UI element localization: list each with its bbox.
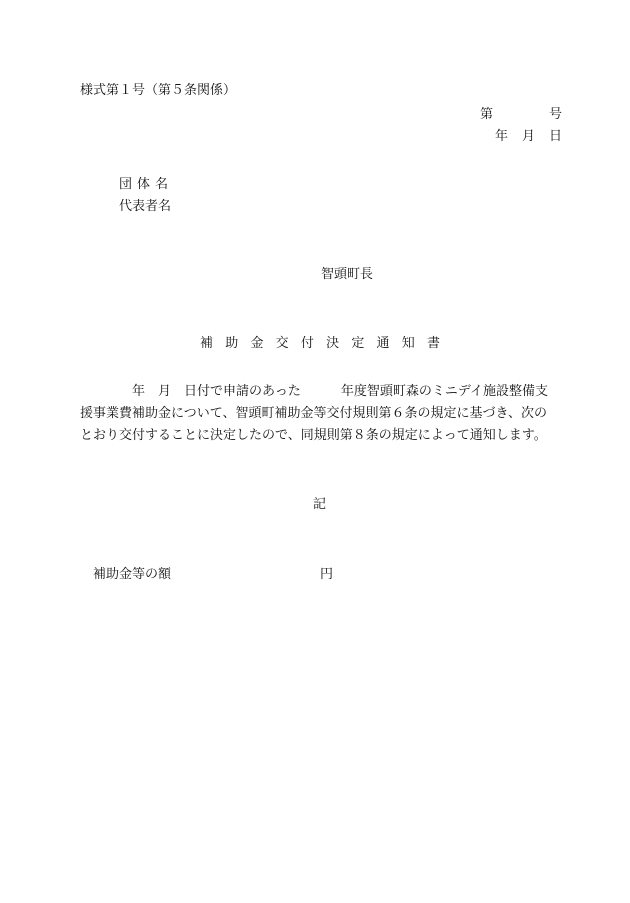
document-number-suffix: 号 bbox=[548, 107, 562, 122]
body-year: 年 bbox=[132, 384, 146, 399]
ki-heading: 記 bbox=[313, 497, 327, 512]
addressee: 智頭町長 bbox=[321, 267, 374, 282]
representative-name: 代表者名 bbox=[119, 199, 172, 214]
document-number-prefix: 第 bbox=[480, 107, 494, 122]
amount-label: 補助金等の額 bbox=[93, 567, 172, 582]
issue-date-month: 月 bbox=[521, 129, 535, 144]
title-char: 決 bbox=[326, 336, 340, 351]
issue-date-year: 年 bbox=[495, 129, 509, 144]
title-char: 交 bbox=[275, 336, 289, 351]
title-char: 定 bbox=[351, 336, 365, 351]
body-line-1 bbox=[80, 381, 564, 403]
organization-name: 団体名 bbox=[119, 177, 174, 192]
title-char: 補 bbox=[200, 336, 214, 351]
body-month: 月 bbox=[158, 384, 172, 399]
title-char: 金 bbox=[250, 336, 264, 351]
title-char: 助 bbox=[225, 336, 239, 351]
title-char: 通 bbox=[376, 336, 390, 351]
document-title bbox=[200, 337, 440, 350]
amount-unit: 円 bbox=[320, 567, 334, 582]
title-char: 付 bbox=[300, 336, 314, 351]
form-label: 様式第１号（第５条関係） bbox=[80, 83, 237, 98]
issue-date bbox=[495, 130, 562, 143]
body-line1-rest: 年度智頭町森のミニデイ施設整備支 bbox=[340, 384, 548, 399]
title-char: 知 bbox=[401, 336, 415, 351]
body-line-2: 援事業費補助金について、智頭町補助金等交付規則第６条の規定に基づき、次の bbox=[80, 406, 547, 421]
issue-date-day: 日 bbox=[548, 129, 562, 144]
document-number bbox=[480, 108, 562, 121]
body-line-3: とおり交付することに決定したので、同規則第８条の規定によって通知します。 bbox=[80, 428, 547, 443]
body-paragraph bbox=[80, 381, 564, 447]
body-date-applied: 日付で申請のあった bbox=[184, 384, 301, 399]
title-char: 書 bbox=[426, 336, 440, 351]
